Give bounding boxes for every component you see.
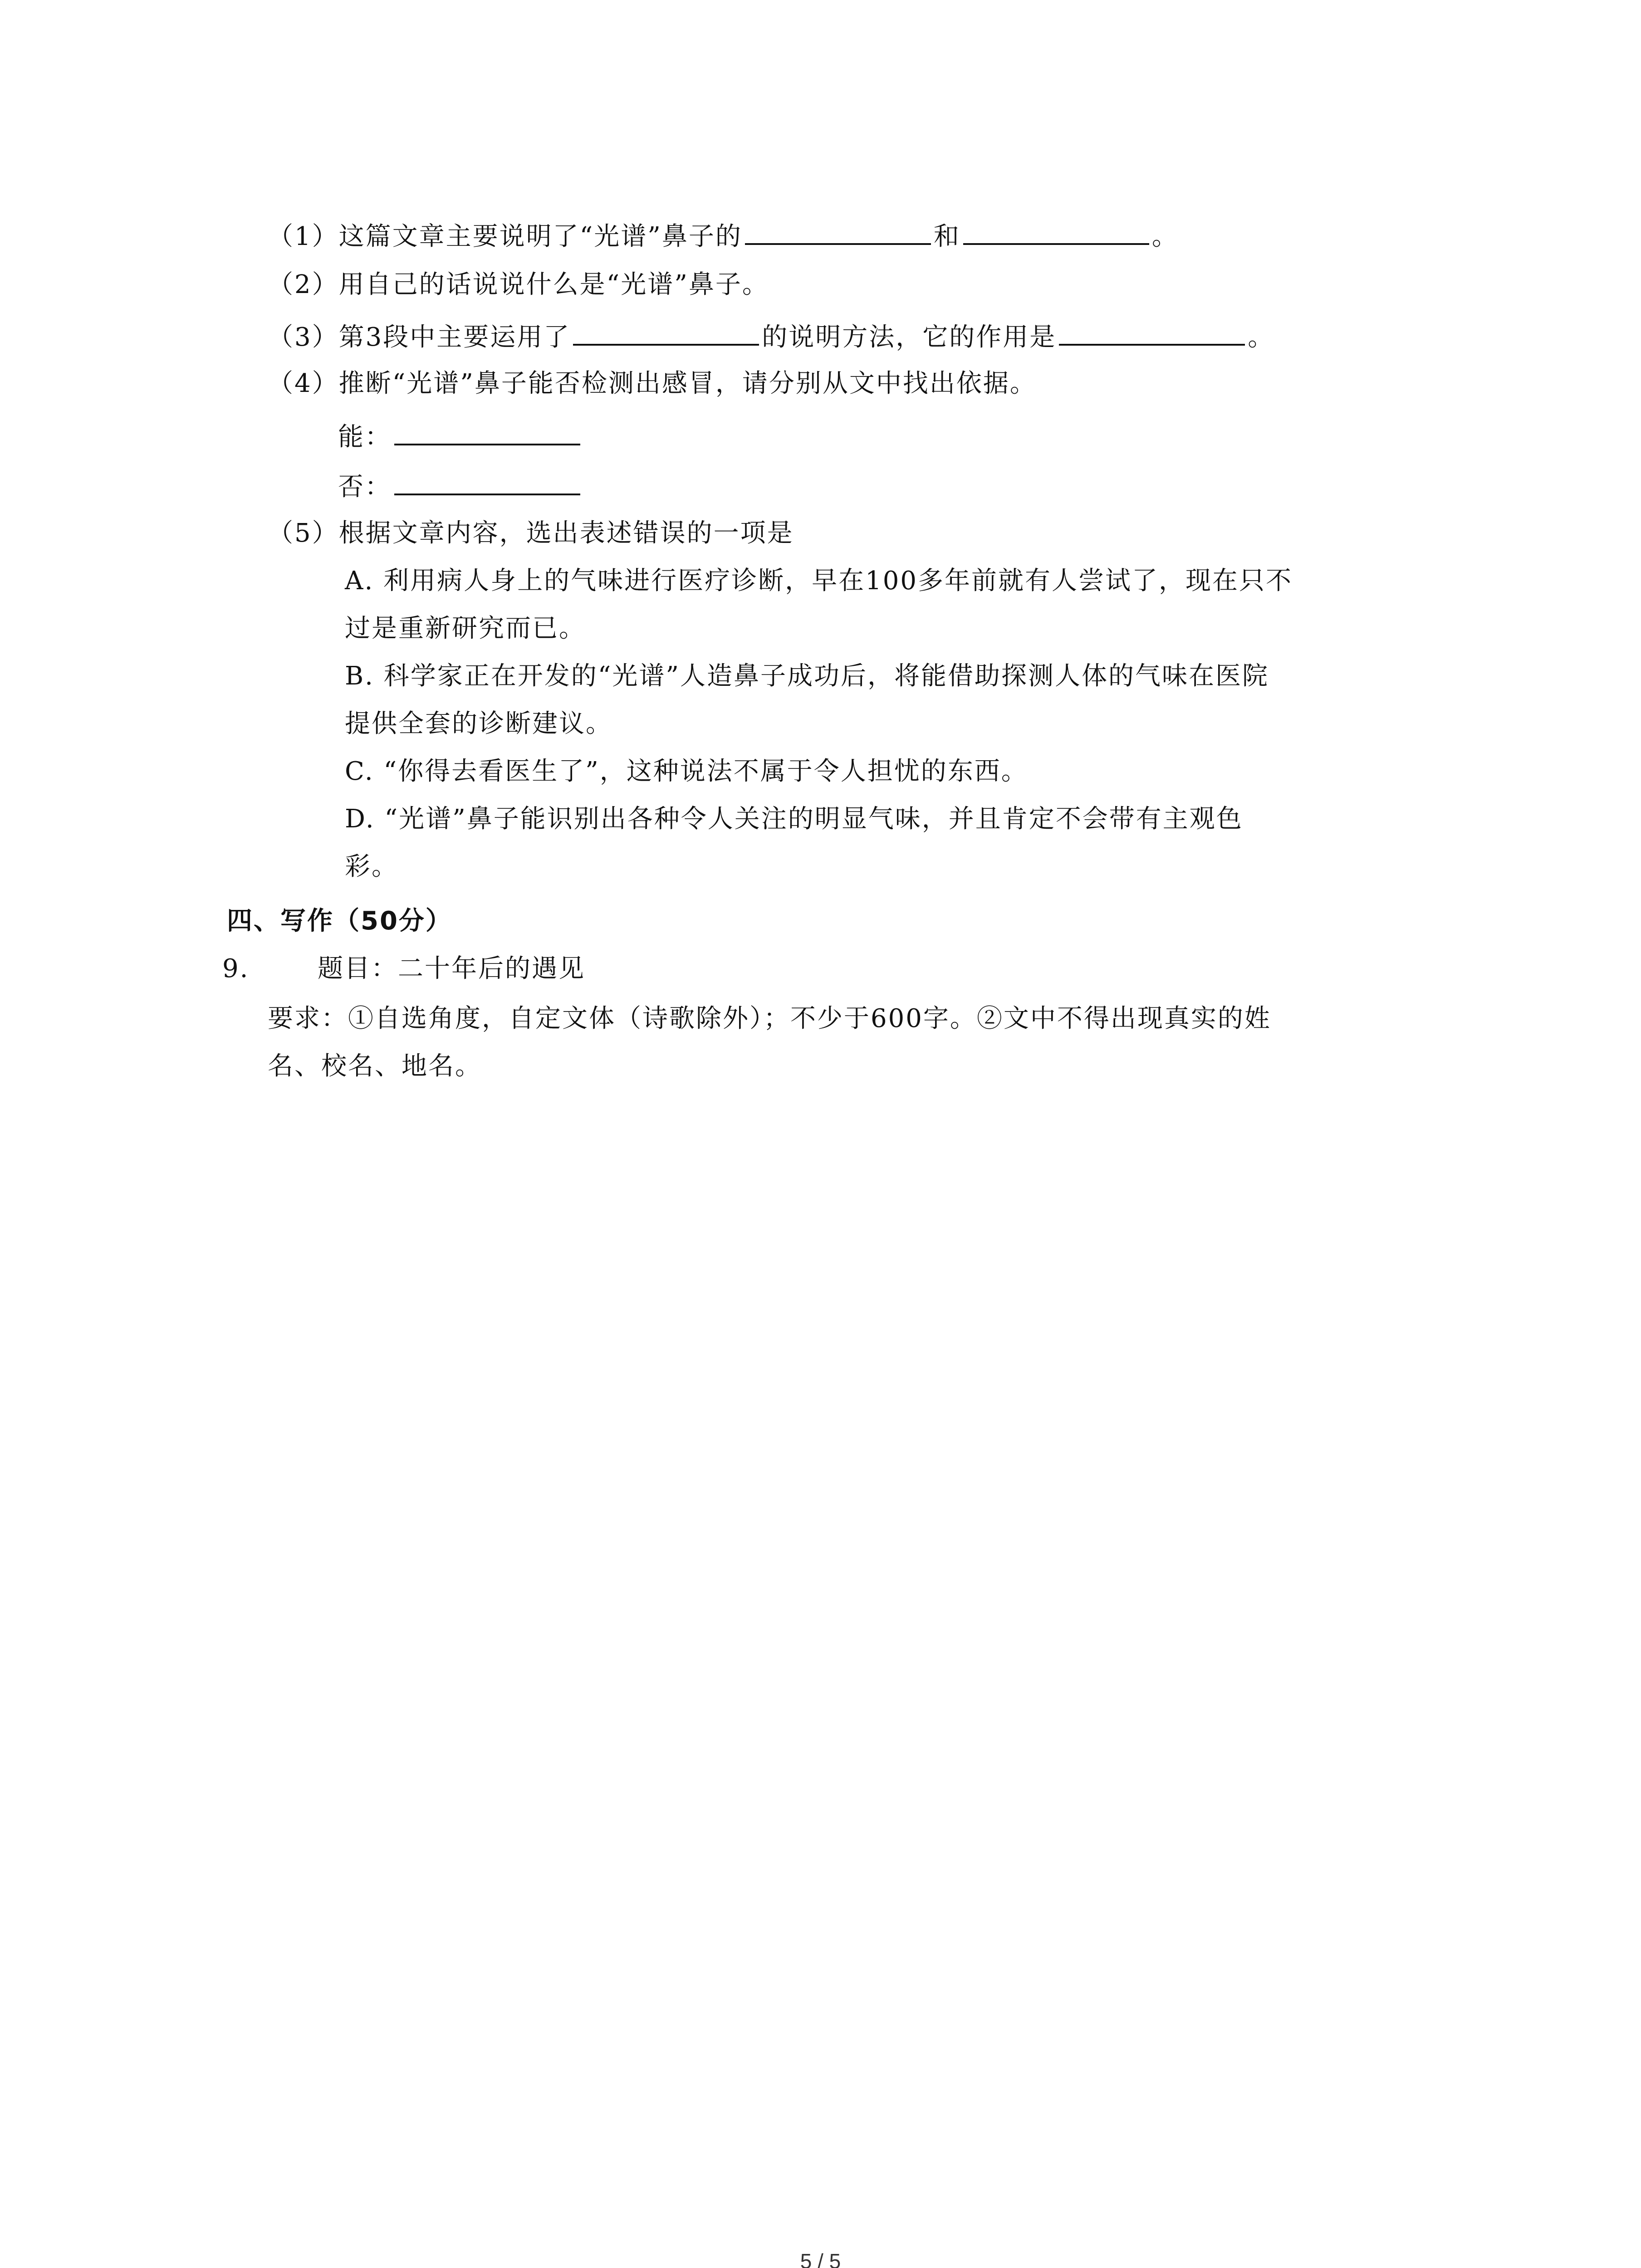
option-letter: B. [345, 661, 374, 691]
option-text: “你得去看医生了”，这种说法不属于令人担忧的东西。 [383, 757, 1028, 786]
answer-blank[interactable] [1059, 318, 1245, 346]
page-indicator: 5 / 5 [800, 2249, 841, 2268]
option-b-continued [345, 708, 612, 740]
question-5-text: 根据文章内容，选出表述错误的一项是 [338, 518, 794, 548]
no-label: 否： [338, 472, 392, 502]
question-4-no [338, 468, 583, 503]
option-text: 过是重新研究而已。 [345, 614, 586, 643]
option-letter: C. [345, 757, 374, 786]
answer-blank[interactable] [573, 318, 759, 346]
option-d [345, 803, 1243, 836]
yes-label: 能： [338, 422, 392, 452]
question-number: （5） [268, 518, 339, 548]
option-text: 提供全套的诊断建议。 [345, 709, 612, 738]
answer-blank[interactable] [963, 218, 1149, 245]
answer-blank[interactable] [394, 468, 580, 495]
question-9 [222, 953, 585, 985]
question-2-text: 用自己的话说说什么是“光谱”鼻子。 [338, 270, 769, 299]
question-number: （1） [268, 222, 339, 251]
option-text: “光谱”鼻子能识别出各种令人关注的明显气味，并且肯定不会带有主观色 [384, 804, 1243, 834]
option-letter: A. [345, 566, 374, 596]
question-5 [268, 517, 794, 550]
option-letter: D. [345, 804, 375, 834]
question-number: 9. [222, 954, 250, 983]
question-4-yes [338, 418, 583, 454]
question-1 [268, 218, 1179, 253]
option-text: 彩。 [345, 852, 398, 881]
option-d-continued [345, 850, 398, 883]
question-1-connector: 和 [933, 222, 960, 251]
option-a [345, 565, 1293, 597]
question-number: （3） [268, 323, 339, 352]
question-3 [268, 318, 1274, 354]
question-4-text: 推断“光谱”鼻子能否检测出感冒，请分别从文中找出依据。 [338, 369, 1037, 398]
answer-blank[interactable] [745, 218, 931, 245]
question-number: （2） [268, 270, 339, 299]
question-2 [268, 269, 769, 301]
option-c [345, 755, 1028, 788]
option-a-continued [345, 612, 586, 645]
question-4 [268, 367, 1037, 400]
section-title: 四、写作（50分） [227, 906, 452, 936]
option-text: 利用病人身上的气味进行医疗诊断，早在100多年前就有人尝试了，现在只不 [383, 566, 1293, 596]
question-1-end: 。 [1151, 222, 1179, 251]
option-b [345, 660, 1269, 693]
writing-requirement: 要求：①自选角度，自定文体（诗歌除外）；不少于600字。②文中不得出现真实的姓 [268, 1004, 1271, 1033]
answer-blank[interactable] [394, 418, 580, 445]
question-3-middle: 的说明方法，它的作用是 [762, 323, 1057, 352]
option-text: 科学家正在开发的“光谱”人造鼻子成功后，将能借助探测人体的气味在医院 [383, 661, 1269, 691]
question-3-end: 。 [1248, 323, 1275, 352]
question-1-text: 这篇文章主要说明了“光谱”鼻子的 [338, 222, 742, 251]
question-number: （4） [268, 369, 339, 398]
writing-topic: 题目：二十年后的遇见 [318, 954, 585, 983]
writing-requirement-continued: 名、校名、地名。 [268, 1051, 482, 1081]
question-3-text: 第3段中主要运用了 [338, 323, 571, 352]
